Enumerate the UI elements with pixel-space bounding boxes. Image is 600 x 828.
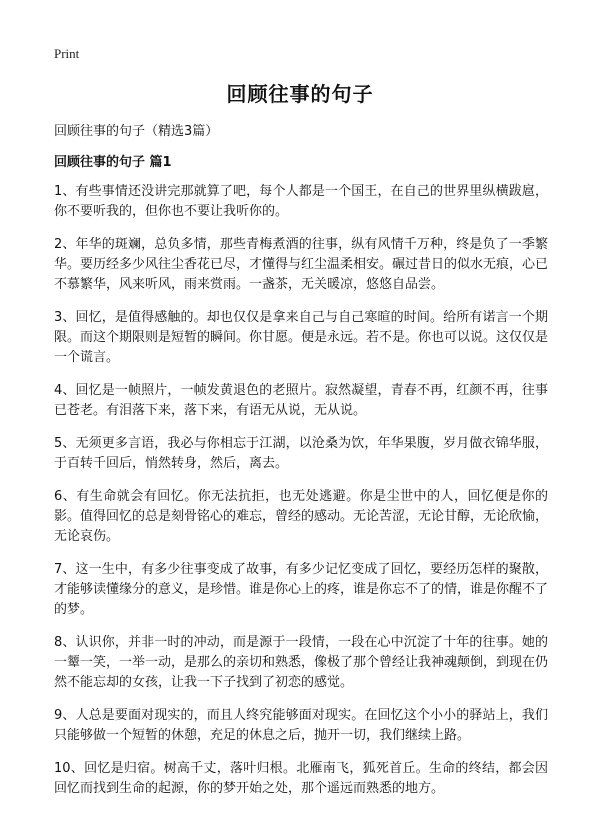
section-heading: 回顾往事的句子 篇1 [54,155,172,170]
paragraph-8: 8、认识你，并非一时的冲动，而是源于一段情，一段在心中沉淀了十年的往事。她的一颦一笑，一举一动，是那么的亲切和熟悉，像极了那个曾经让我神魂颠倒，到现在仍然不能忘却的女孩，让我一下子找到了初恋的感觉。 [54,635,549,690]
paragraph-1: 1、有些事情还没讲完那就算了吧，每个人都是一个国王，在自己的世界里纵横跋扈，你不要听我的，但你也不要让我听你的。 [54,184,548,219]
paragraph-7: 7、这一生中，有多少往事变成了故事，有多少记忆变成了回忆，要经历怎样的聚散，才能够读懂缘分的意义，是珍惜。谁是你心上的疼，谁是你忘不了的情，谁是你醒不了的梦。 [54,562,549,617]
page-title: 回顾往事的句子 [226,82,374,106]
document-subtitle: 回顾往事的句子（精选3篇） [54,124,219,139]
paragraph-2: 2、年华的斑斓，总负多情，那些青梅煮酒的往事，纵有风情千万种，终是负了一季繁华。要历经多少风往尘香花已尽，才懂得与红尘温柔相安。碾过昔日的似水无痕，心已不慕繁华，风来听风，雨来赏雨。一盏茶，无关暖凉，悠悠自品尝。 [54,237,549,292]
print-link[interactable]: Print [54,46,80,61]
paragraph-10: 10、回忆是归宿。树高千丈，落叶归根。北雁南飞，狐死首丘。生命的终结，都会因回忆而找到生命的起源，你的梦开始之处，那个遥远而熟悉的地方。 [54,761,548,796]
paragraph-3: 3、回忆，是值得感触的。却也仅仅是拿来自己与自己寒暄的时间。给所有诺言一个期限。而这个期限则是短暂的瞬间。你甘愿。便是永远。若不是。你也可以说。这仅仅是一个谎言。 [54,310,549,365]
paragraph-list [54,182,548,812]
paragraph-6: 6、有生命就会有回忆。你无法抗拒，也无处逃避。你是尘世中的人，回忆便是你的影。值得回忆的总是刻骨铭心的难忘，曾经的感动。无论苦涩，无论甘醇，无论欣愉，无论哀伤。 [54,489,549,544]
paragraph-9: 9、人总是要面对现实的，而且人终究能够面对现实。在回忆这个小小的驿站上，我们只能够做一个短暂的休憩，充足的休息之后，抛开一切，我们继续上路。 [54,708,548,743]
paragraph-4: 4、回忆是一帧照片，一帧发黄退色的老照片。寂然凝望，青春不再，红颜不再，往事已苍老。有泪落下来，落下来，有语无从说，无从说。 [54,383,548,418]
paragraph-5: 5、无须更多言语，我必与你相忘于江湖，以沧桑为饮，年华果腹，岁月做衣锦华服，于百转千回后，悄然转身，然后，离去。 [54,436,548,471]
